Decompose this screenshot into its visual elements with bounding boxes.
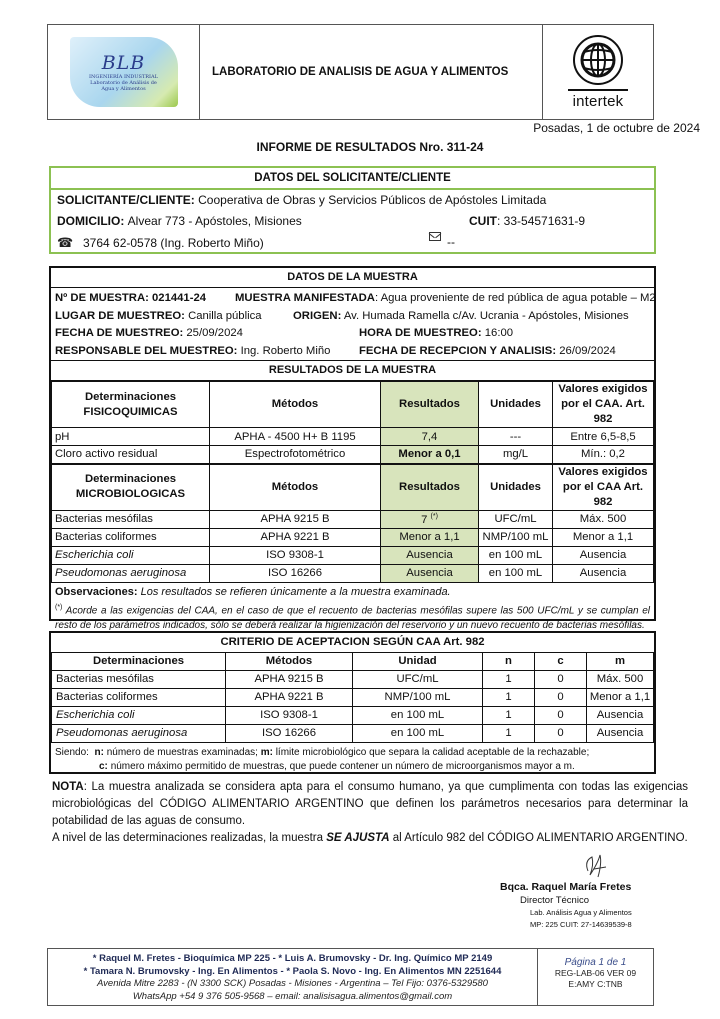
sample-info: Nº DE MUESTRA: 021441-24 MUESTRA MANIFESTADA: Agua proveniente de red pública de agua potable – M2 LUGAR DE MUESTREO: Canilla pública ORIGEN: Av. Humada Ramella c/Av. Ucrania - Apóstoles, Misiones FECHA DE MUESTREO: 25/09/2024 HORA DE MUESTREO: 16:00 RESPONSABLE DEL MUESTREO: Ing. Roberto Miño FECHA DE RECEPCION Y ANALISIS: 26/09/2024 — [55, 292, 656, 357]
table-row: Bacterias mesófilas APHA 9215 B 7 (*) UFC/mL Máx. 500 — [52, 510, 654, 528]
declared-sample-label: MUESTRA MANIFESTADA — [235, 292, 375, 304]
sampling-date-value: 25/09/2024 — [186, 327, 243, 339]
client-data-box — [49, 166, 656, 254]
client-row: SOLICITANTE/CLIENTE : Cooperativa de Obras y Servicios Públicos de Apóstoles Limitada — [51, 190, 654, 211]
phone-value: 3764 62-0578 (Ing. Roberto Miño) — [83, 236, 264, 250]
globe-certification-icon — [572, 34, 624, 86]
address-row: DOMICILIO: Alvear 773 - Apóstoles, Misiones CUIT : 33-54571631-9 — [51, 211, 654, 232]
report-title: INFORME DE RESULTADOS Nro. 311-24 — [256, 140, 484, 154]
microbiological-header-row: Determinaciones MICROBIOLOGICAS Métodos Resultados Unidades Valores exigidos por el CAA Art. 982 — [52, 464, 654, 511]
certification-cell — [543, 25, 653, 119]
criteria-header-row: Determinaciones Métodos Unidad n c m — [52, 652, 654, 670]
address-label: DOMICILIO — [57, 214, 121, 228]
report-header — [47, 24, 654, 120]
table-row: Pseudomonas aeruginosa ISO 16266 Ausencia en 100 mL Ausencia — [52, 564, 654, 582]
sampling-time-value: 16:00 — [484, 327, 514, 339]
sample-number-value: 021441-24 — [152, 292, 207, 304]
register-code: REG-LAB-06 VER 09 — [554, 968, 637, 978]
lab-title: LABORATORIO DE ANALISIS DE AGUA Y ALIMENTOS — [200, 25, 543, 119]
observations — [51, 583, 654, 633]
table-row: Bacterias coliformes APHA 9221 B Menor a 1,1 NMP/100 mL Menor a 1,1 — [52, 528, 654, 546]
page-footer — [47, 948, 654, 1006]
client-heading: DATOS DEL SOLICITANTE/CLIENTE — [51, 168, 654, 190]
sampler-value: Ing. Roberto Miño — [240, 344, 331, 357]
cuit-value: 33-54571631-9 — [503, 214, 586, 228]
address-value: Alvear 773 - Apóstoles, Misiones — [127, 214, 302, 228]
sample-number-label: Nº DE MUESTRA: — [55, 292, 149, 304]
observations-text: Los resultados se refieren únicamente a la muestra examinada. — [140, 585, 451, 598]
footnote: (*) Acorde a las exigencias del CAA, en el caso de que el recuento de bacterias mesófilas supere las 500 UFC/mL y se cumplan el resto de los parámetros indicados, sólo se deberá realizar la higienización del reservorio y un nuevo recuento de bacterias mesófilas. — [55, 603, 650, 631]
col-header-determinations: Determinaciones FISICOQUIMICAS — [52, 381, 210, 428]
origin-value: Av. Humada Ramella c/Av. Ucrania - Apóstoles, Misiones — [343, 309, 629, 322]
table-row: Escherichia coli ISO 9308-1 Ausencia en 100 mL Ausencia — [52, 546, 654, 564]
divider — [568, 89, 628, 91]
sampling-date-label: FECHA DE MUESTREO: — [55, 327, 184, 339]
results-heading: RESULTADOS DE LA MUESTRA — [51, 360, 654, 380]
sampler-label: RESPONSABLE DEL MUESTREO: — [55, 344, 238, 357]
col-header-results: Resultados — [381, 381, 479, 428]
declared-sample-value: Agua proveniente de red pública de agua potable – M2 — [380, 292, 656, 304]
logo-cell — [48, 25, 200, 119]
col-header-methods: Métodos — [210, 381, 381, 428]
signature-block — [500, 855, 670, 930]
contact-row — [51, 232, 654, 253]
sampling-place-value: Canilla pública — [188, 309, 262, 322]
table-row: Escherichia coli ISO 9308-1 en 100 mL 1 0 Ausencia — [52, 706, 654, 724]
note-section: NOTA: La muestra analizada se considera apta para el consumo humano, ya que cumplimenta con todas las exigencias microbiológicas del CÓDIGO ALIMENTARIO ARGENTINO que definen los parámetros necesarios para determinar la potabilidad de las aguas de consumo. A nivel de las determinaciones realizadas, la muestra SE AJUSTA al Artículo 982 del CÓDIGO ALIMENTARIO ARGENTINO. — [52, 781, 688, 844]
blb-logo — [70, 37, 178, 107]
acceptance-criteria-table — [51, 633, 654, 743]
signature-scribble-icon — [580, 851, 610, 881]
phone-icon: ☎ — [57, 235, 74, 250]
sample-data-box — [49, 266, 656, 631]
sampling-place-label: LUGAR DE MUESTREO: — [55, 309, 185, 322]
footer-credits: * Raquel M. Fretes - Bioquímica MP 225 - * Luis A. Brumovsky - Dr. Ing. Químico MP 2149 * Tamara N. Brumovsky - Ing. En Alimentos - * Paola S. Novo - Ing. En Alimentos MN 2251644 Avenida Mitre 2283 - (N 3300 SCK) Posadas - Misiones - Argentina – Tel Fijo: 0376-5329580 WhatsApp +54 9 376 505-9568 – email: analisisagua.alimentos@gmail.com — [48, 949, 538, 1005]
email-icon — [429, 232, 441, 241]
sampling-time-label: HORA DE MUESTREO: — [359, 327, 482, 339]
col-header-required-values: Valores exigidos por el CAA. Art. 982 — [553, 381, 654, 428]
signer-lab: Lab. Análisis Agua y Alimentos — [530, 908, 632, 917]
table-row: Bacterias coliformes APHA 9221 B NMP/100 mL 1 0 Menor a 1,1 — [52, 688, 654, 706]
table-row: Cloro activo residual Espectrofotométrico Menor a 0,1 mg/L Mín.: 0,2 — [52, 446, 654, 464]
initials-code: E:AMY C:TNB — [568, 979, 623, 989]
observations-label: Observaciones: — [55, 585, 138, 598]
cuit-label: CUIT — [469, 214, 497, 228]
client-value: Cooperativa de Obras y Servicios Públicos de Apóstoles Limitada — [198, 193, 547, 207]
results-table — [51, 380, 654, 583]
footer-page-info — [538, 949, 653, 1005]
origin-label: ORIGEN: — [293, 309, 342, 322]
note-text: : La muestra analizada se considera apta para el consumo humano, ya que cumplimenta con todas las exigencias microbiológicas del CÓDIGO ALIMENTARIO ARGENTINO que definen los parámetros necesarios para determinar la potabilidad de las aguas de consumo. — [52, 781, 688, 827]
date-line: Posadas, 1 de octubre de 2024 — [533, 121, 700, 135]
reception-date-label: FECHA DE RECEPCION Y ANALISIS: — [359, 344, 557, 357]
note-label: NOTA — [52, 781, 84, 793]
logo-subtitle: INGENIERÍA INDUSTRIAL Laboratorio de Análisis de Agua y Alimentos — [89, 74, 158, 92]
footnote-marker: (*) — [430, 512, 438, 520]
sample-heading: DATOS DE LA MUESTRA — [51, 268, 654, 288]
signer-role: Director Técnico — [520, 895, 589, 906]
logo-letters: BLB — [101, 52, 146, 74]
email-value: -- — [447, 235, 455, 249]
page-number: Página 1 de 1 — [564, 957, 627, 968]
signer-name: Bqca. Raquel María Fretes — [500, 881, 632, 893]
criteria-legend: Siendo: n: número de muestras examinadas; m: límite microbiológico que separa la calidad aceptable de la rechazable; c: número máximo permitido de muestras, que puede contener un número de microorganismos mayor a m. — [55, 746, 590, 772]
conclusion-verdict: SE AJUSTA — [326, 832, 390, 844]
client-label: SOLICITANTE/CLIENTE — [57, 193, 191, 207]
physicochemical-header-row — [52, 381, 654, 428]
table-row: pH APHA - 4500 H+ B 1195 7,4 --- Entre 6,5-8,5 — [52, 428, 654, 446]
intertek-brand: intertek — [572, 93, 624, 110]
criteria-heading: CRITERIO DE ACEPTACION SEGÚN CAA Art. 982 — [52, 633, 654, 652]
acceptance-criteria-box — [49, 631, 656, 774]
col-header-units: Unidades — [479, 381, 553, 428]
table-row: Pseudomonas aeruginosa ISO 16266 en 100 mL 1 0 Ausencia — [52, 724, 654, 742]
reception-date-value: 26/09/2024 — [559, 344, 616, 357]
signer-ids: MP: 225 CUIT: 27-14639539-8 — [530, 920, 632, 929]
table-row: Bacterias mesófilas APHA 9215 B UFC/mL 1 0 Máx. 500 — [52, 670, 654, 688]
